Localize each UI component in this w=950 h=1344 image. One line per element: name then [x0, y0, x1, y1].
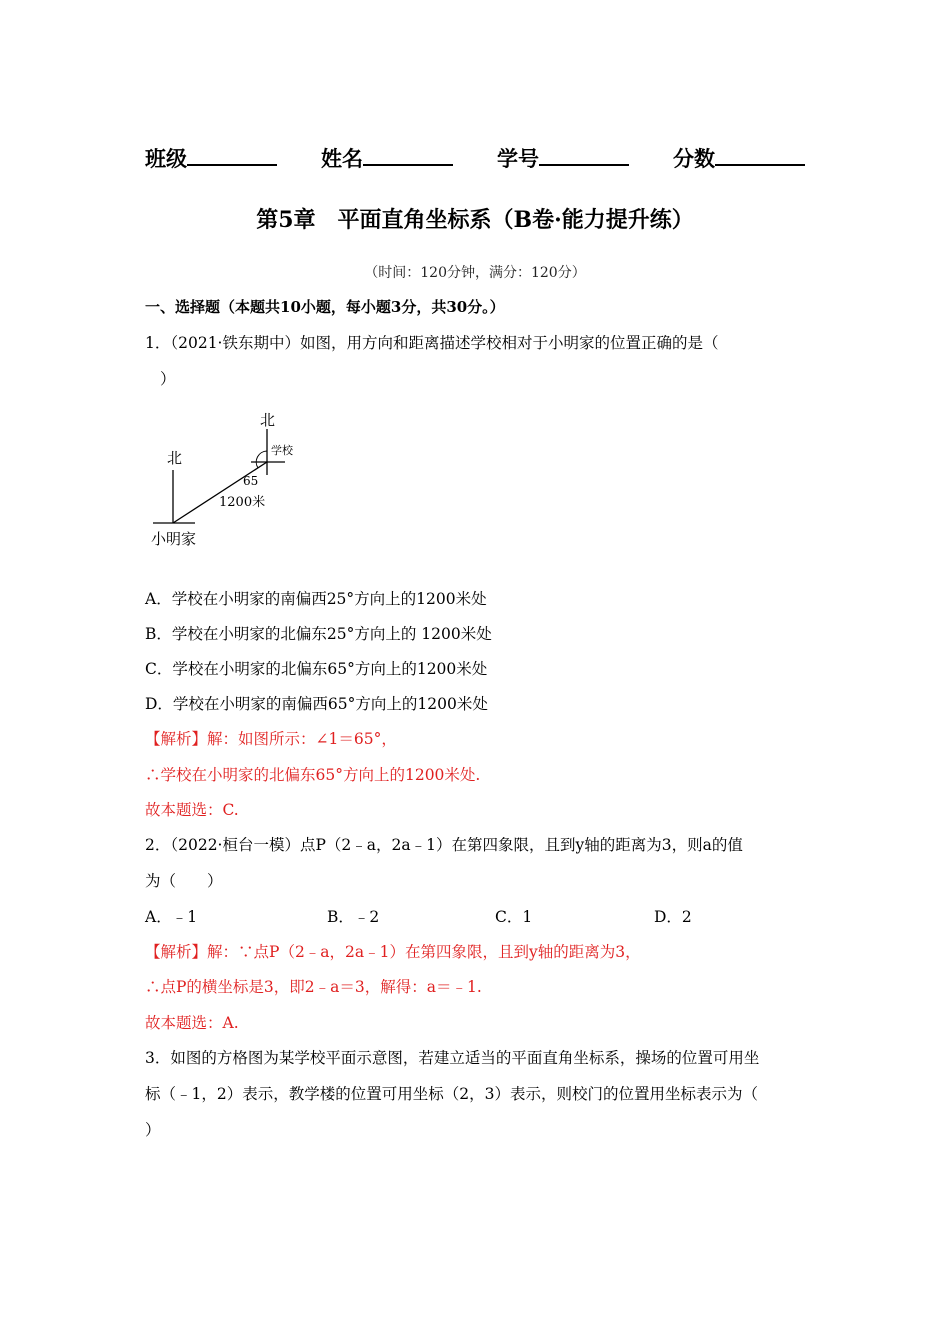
exam-info: （时间：120分钟，满分：120分） — [364, 265, 586, 281]
q3-stem: 3．如图的方格图为某学校平面示意图，若建立适当的平面直角坐标系，操场的位置可用坐 — [145, 1049, 760, 1067]
q1-option-b[interactable]: B．学校在小明家的北偏东25°方向上的 1200米处 — [145, 625, 492, 643]
q3-stem-end: ） — [145, 1121, 161, 1139]
home-label: 小明家 — [151, 530, 197, 548]
distance-label: 1200米 — [219, 495, 266, 510]
q2-stem-cont: 为（ ） — [145, 872, 223, 890]
section-heading: 一、选择题（本题共10小题，每小题3分，共30分。） — [145, 298, 505, 316]
class-field[interactable]: 班级 — [145, 143, 277, 173]
q2-answer: 故本题选：A. — [145, 1014, 239, 1032]
north-label-right: 北 — [260, 411, 276, 429]
q1-analysis-conclusion: ∴学校在小明家的北偏东65°方向上的1200米处. — [145, 766, 481, 784]
q2-analysis-conclusion: ∴点P的横坐标是3，即2﹣a＝3，解得：a＝﹣1. — [145, 978, 482, 996]
q1-stem-cont: ） — [160, 370, 176, 388]
path-line — [173, 462, 267, 523]
analysis-tag: 【解析】 — [145, 943, 208, 961]
score-field[interactable]: 分数 — [673, 143, 805, 173]
q1-stem: 1．（2021·铁东期中）如图，用方向和距离描述学校相对于小明家的位置正确的是（ — [145, 334, 719, 352]
q1-analysis: 【解析】解：如图所示：∠1＝65°， — [145, 730, 397, 748]
north-label-left: 北 — [167, 449, 183, 467]
angle-label: 65 — [243, 474, 259, 488]
q1-option-d[interactable]: D．学校在小明家的南偏西65°方向上的1200米处 — [145, 695, 488, 713]
q1-direction-figure — [145, 405, 315, 555]
page-title: 第5章 平面直角坐标系（B卷·能力提升练） — [256, 207, 694, 233]
q2-stem: 2．（2022·桓台一模）点P（2﹣a，2a﹣1）在第四象限，且到y轴的距离为3，则a的值 — [145, 836, 743, 854]
q1-answer: 故本题选：C. — [145, 801, 239, 819]
q2-option-c[interactable]: C．1 — [495, 908, 533, 926]
q2-option-d[interactable]: D．2 — [654, 908, 692, 926]
name-field[interactable]: 姓名 — [321, 143, 453, 173]
q2-option-a[interactable]: A．﹣1 — [145, 908, 198, 926]
q2-analysis: 【解析】解：∵点P（2﹣a，2a﹣1）在第四象限，且到y轴的距离为3， — [145, 943, 641, 961]
analysis-tag: 【解析】 — [145, 730, 208, 748]
student-id-field[interactable]: 学号 — [497, 143, 629, 173]
q3-stem-cont: 标（﹣1，2）表示，教学楼的位置可用坐标（2，3）表示，则校门的位置用坐标表示为（ — [145, 1085, 758, 1103]
q2-option-b[interactable]: B．﹣2 — [327, 908, 380, 926]
school-label: 学校 — [271, 444, 293, 457]
student-info-row — [145, 143, 805, 173]
q1-option-c[interactable]: C．学校在小明家的北偏东65°方向上的1200米处 — [145, 660, 488, 678]
q1-option-a[interactable]: A．学校在小明家的南偏西25°方向上的1200米处 — [145, 590, 487, 608]
